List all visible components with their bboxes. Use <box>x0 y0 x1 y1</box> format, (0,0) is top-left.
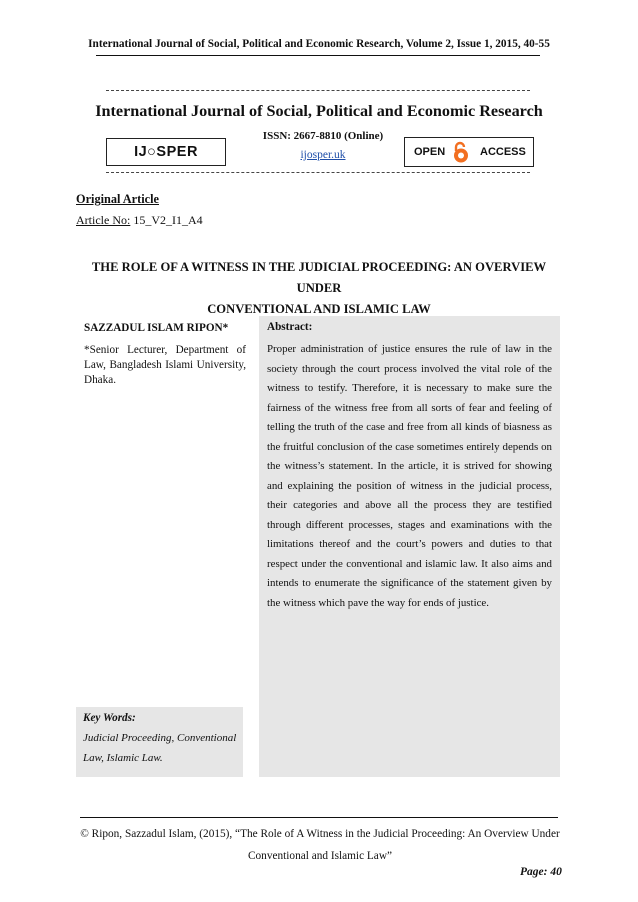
page-number: Page: 40 <box>520 866 562 878</box>
running-header: International Journal of Social, Political and Economic Research, Volume 2, Issue 1, 2015, 40-55 <box>88 38 550 50</box>
open-access-access-text: ACCESS <box>480 146 526 158</box>
journal-website-link[interactable]: ijosper.uk <box>300 149 346 161</box>
open-access-open-text: OPEN <box>414 146 446 158</box>
keywords-title: Key Words: <box>83 712 136 724</box>
header-rule <box>96 55 540 56</box>
author-name: SAZZADUL ISLAM RIPON* <box>84 322 229 334</box>
keywords-text: Judicial Proceeding, Conventional Law, Islamic Law. <box>83 732 237 764</box>
open-access-logo <box>404 137 534 167</box>
abstract-text: Proper administration of justice ensures the rule of law in the society through the court process involved the vital role of the witness to testify. Therefore, it is necessary to make sure the fairness of the witness free from all sorts of fear and feeling of telling the truth of the case and free from all kinds of biasness as the fruitful conclusion of the case sometimes entirely depends on the witness’s statement. In the article, it is strived for showing and explaining the position of witness in the judicial process, their categories and above all the process they are testified through different processes, stages and examinations with the limitations thereof and the court’s powers and duties to that respect under the conventional and islamic law. It also aims and intends to enumerate the significance of the statement given by the witness which pave the way for ends of justice. <box>267 343 552 609</box>
journal-logo-text: IJ○SPER <box>134 144 198 160</box>
dashed-divider-bottom <box>106 172 530 173</box>
citation <box>72 823 568 867</box>
journal-name: International Journal of Social, Political and Economic Research <box>95 102 543 120</box>
author-affiliation: *Senior Lecturer, Department of Law, Bangladesh Islami University, Dhaka. <box>84 344 246 386</box>
abstract-box <box>259 316 560 777</box>
journal-logo <box>106 138 226 166</box>
article-number <box>76 213 203 228</box>
article-title <box>70 257 568 320</box>
citation-line-2: Conventional and Islamic Law” <box>248 850 392 862</box>
article-title-line-2: CONVENTIONAL AND ISLAMIC LAW <box>207 302 431 316</box>
article-number-label: Article No: <box>76 213 131 227</box>
article-number-value: 15_V2_I1_A4 <box>133 213 203 227</box>
article-title-line-1: THE ROLE OF A WITNESS IN THE JUDICIAL PROCEEDING: AN OVERVIEW UNDER <box>91 260 547 295</box>
abstract-title: Abstract: <box>267 321 313 333</box>
dashed-divider-top <box>106 90 530 91</box>
open-lock-icon <box>449 140 473 164</box>
issn: ISSN: 2667-8810 (Online) <box>262 130 384 142</box>
article-type: Original Article <box>76 192 159 206</box>
footer-rule <box>80 817 558 818</box>
keywords-box <box>76 707 243 777</box>
citation-line-1: © Ripon, Sazzadul Islam, (2015), “The Role of A Witness in the Judicial Proceeding: An Overview Under <box>80 828 560 840</box>
